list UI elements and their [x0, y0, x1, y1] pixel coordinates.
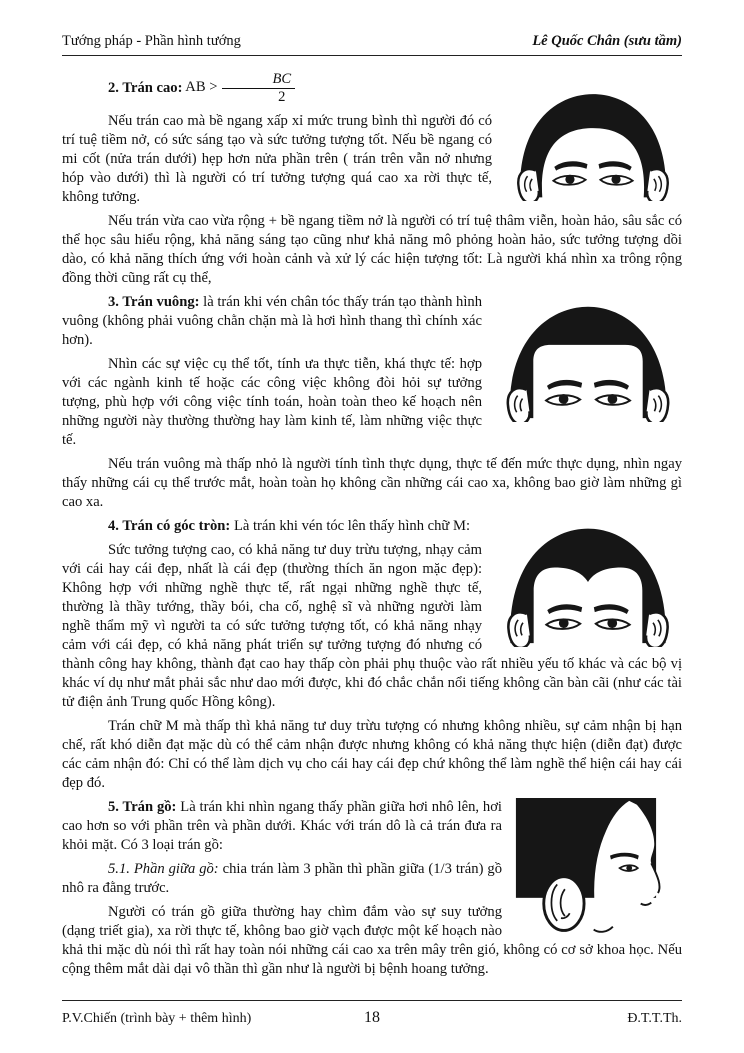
- section-5-title: 5. Trán gồ:: [108, 798, 177, 815]
- section-3-body: là trán khi vén chân tóc thấy trán tạo thành hình vuông (không phải vuông chằn chặn mà là hơi hình thang thì chính xác hơn).: [62, 293, 482, 348]
- figure-m-hairline: [494, 517, 682, 647]
- paragraph-tran-vuong-1: Nhìn các sự việc cụ thể tốt, tính ưa thực tiễn, khá thực tế: hợp với các ngành kinh tế hoặc các công việc không đòi hỏi sự tưởng tượng, phù hợp với công việc tính toán, hoàn toàn theo kế hoạch nên những người này thường thường hay làm kinh tế, làm những việc thực tế.: [62, 355, 482, 448]
- section-5-1-body: chia trán làm 3 phần thì phần giữa (1/3 trán) gồ nhô ra đằng trước.: [62, 860, 502, 896]
- formula-fraction: [222, 71, 295, 106]
- face-front-m-hairline-illustration: [494, 517, 682, 647]
- footer-left-credit: P.V.Chiến (trình bày + thêm hình): [62, 1011, 252, 1026]
- page-header: [62, 32, 682, 56]
- face-front-square-forehead-illustration: [494, 295, 682, 422]
- formula-left-expression: AB >: [185, 79, 218, 96]
- section-2-title: 2. Trán cao:: [108, 79, 183, 96]
- section-4-title: 4. Trán có góc tròn:: [108, 517, 231, 534]
- figure-square-forehead: [494, 295, 682, 422]
- face-front-high-forehead-illustration: [504, 83, 682, 201]
- section-3-title: 3. Trán vuông:: [108, 293, 200, 310]
- fraction-denominator: 2: [278, 88, 286, 105]
- footer-right-initials: Đ.T.T.Th.: [627, 1011, 682, 1026]
- header-right-author: Lê Quốc Chân (sưu tầm): [532, 33, 682, 49]
- paragraph-tran-vuong-2: Nếu trán vuông mà thấp nhỏ là người tính tình thực dụng, thực tế đến mức thực dụng, nhìn ngay thấy những cái cụ thể trước mắt, hoàn toàn họ không cần những cái cao xa, không bao giờ làm những gì cao xa.: [62, 455, 682, 510]
- paragraph-tran-chu-m-1: Sức tưởng tượng cao, có khả năng tư duy trừu tượng, nhạy cảm với cái hay cái đẹp, nhất là cái đẹp (thường thích ăn ngon mặc đẹp): Không hợp với những nghề thực tế, rất ngại những nghề thực tế, thường là thầy tướng, thầy bói, cha cố, nghệ sĩ và những người làm nghề thẩm mỹ vì người ta có sức tưởng tượng tốt, có khả năng nhạy cảm với cái đẹp, có khả năng phát triển sự tưởng tượng đó nhưng có thành công hay không, thành đạt cao hay thấp còn phải phụ thuộc vào rất nhiều yếu tố khác và các bộ vị khác ví dụ như mắt phải sắc như dao mới được, khi đó chắc chắn nổi tiếng không cần bàn cãi (như các tài tử điện ảnh Trung quốc Hồng kông).: [62, 541, 682, 710]
- paragraph-tran-cao-1: Nếu trán cao mà bề ngang xấp xỉ mức trung bình thì người đó có trí tuệ tiềm nở, có sức sáng tạo và sức tưởng tượng tốt. Nếu bề ngang có mi cốt (nửa trán dưới) hẹp hơn nửa phần trên ( trán trên vẫn nở nhưng hóp vào dưới) thì là người có trí tưởng tượng quá cao xa rời thực tế, không tưởng.: [62, 112, 492, 205]
- face-profile-bulging-forehead-illustration: [514, 798, 682, 942]
- forehead-formula: [185, 70, 295, 105]
- header-left-title: Tướng pháp - Phần hình tướng: [62, 33, 241, 49]
- fraction-numerator: BC: [222, 71, 295, 89]
- paragraph-tran-cao-2: Nếu trán vừa cao vừa rộng + bề ngang tiềm nở là người có trí tuệ thâm viễn, hoàn hảo, sâu sắc có thể học sâu hiểu rộng, khả năng sáng tạo cũng như khả năng mô phỏng hoàn hảo, sức tưởng tượng dồi dào, có khả năng thích ứng với hoàn cảnh và xử lý các hiện tượng tốt: Là người khá nhìn xa trông rộng đồng thời cũng rất cụ thể,: [62, 212, 682, 286]
- section-4-body: Là trán khi vén tóc lên thấy hình chữ M:: [233, 517, 471, 534]
- page-body: [62, 71, 682, 979]
- paragraph-tran-chu-m-2: Trán chữ M mà thấp thì khả năng tư duy trừu tượng có nhưng không nhiều, sự cảm nhận bị hạn chế, rất khó diễn đạt mặc dù có thể cảm nhận được nhưng không có khả năng thực hiện (diễn đạt) được các cảm nhận đó: Chỉ có thể làm dịch vụ cho cái hay cái đẹp chứ không thể làm nghề thể hiện cái hay cái đẹp đó.: [62, 717, 682, 791]
- paragraph-tran-go: Người có trán gồ giữa thường hay chìm đắm vào sự suy tưởng (dạng triết gia), xa rời thực tế, không bao giờ vạch được một kế hoạch nào khả thi mặc dù nói thì rất hay toàn nói những cái cao xa trên mây trên gió, không có cơ sở khoa học. Nếu cộng thêm mắt dài dại vô thần thì gần như là người bị bệnh hoang tưởng.: [62, 903, 682, 977]
- page-footer: [62, 1000, 682, 1027]
- section-5-body: Là trán khi nhìn ngang thấy phần giữa hơi nhô lên, hơi cao hơn so với phần trên và phần dưới. Khác với trán dô là cả trán đưa ra khỏi mặt. Có 3 loại trán gồ:: [62, 798, 502, 853]
- figure-high-forehead: [504, 83, 682, 201]
- footer-page-number: 18: [364, 1009, 380, 1026]
- section-5-1-title: 5.1. Phần giữa gồ:: [108, 860, 219, 877]
- figure-profile-forehead: [514, 798, 682, 930]
